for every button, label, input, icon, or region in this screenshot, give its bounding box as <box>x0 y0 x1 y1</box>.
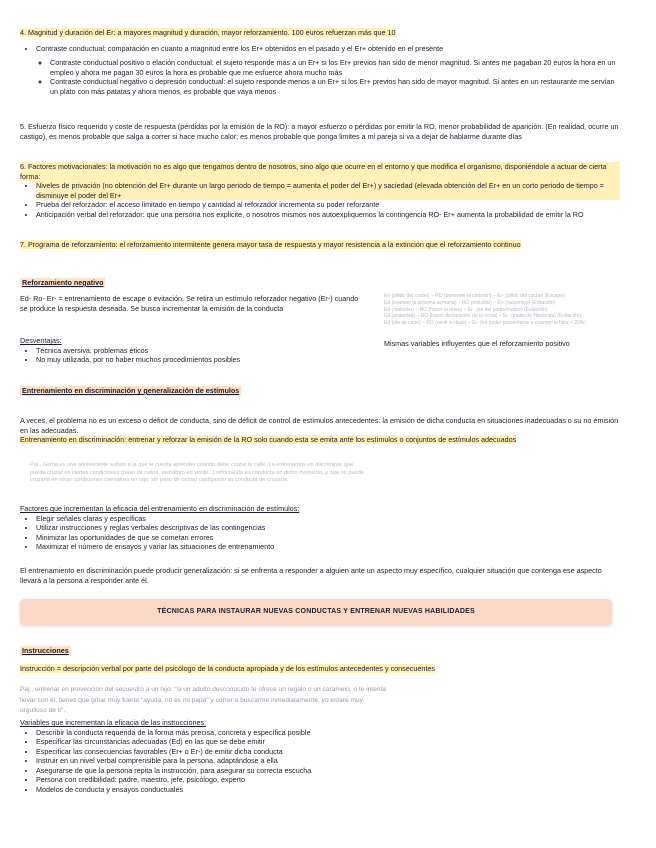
disc-p2: Entrenamiento en discriminación: entrenar y reforzar la emisión de la RO solo cuando esta se emita ante los estímulos o conjuntos de estímulos adecuados <box>20 435 517 444</box>
contraste-positivo: ◦ Contraste conductual positivo o elación conductual: el sujeto responde más a un Er+ si los Er+ previos han sido de menor magnitud. Si antes me pagaban 20 euros la hora en un empleo y ahora me pagan 30 euros la hora es probable que me esfuerce ahora mucho más <box>50 58 620 77</box>
disc-p3: El entrenamiento en discriminación puede producir generalización: si se enfrenta a responder a alguien ante un aspecto muy específico, cualquier situación que contenga ese aspecto llevará a la persona a responder ante él. <box>20 566 602 585</box>
reforzamiento-negativo-def: Ed- Ro- Er- = entrenamiento de escape o evitación. Se retira un estímulo reforzador negativo (Er-) cuando se produce la respuesta deseada. Se busca incrementar la emisión de la conducta <box>20 294 359 313</box>
section-5 <box>20 122 620 141</box>
mismas-variables: Mismas variables influyentes que el reforzamiento positivo <box>384 339 570 348</box>
var-4: • Instruir en un nivel verbal comprensible para la persona, adaptándose a ella <box>36 756 620 766</box>
s6-item-prueba: • Prueba del reforzador: el acceso limitado en tiempo y cantidad al reforzador incrementa su poder reforzante <box>36 200 620 210</box>
s6-item-privacion: • Niveles de privación (no obtención del Er+ durante un largo periodo de tiempo = aumenta el poder del Er+) y saciedad (elevada obtención del Er+ en un corto periodo de tiempo = disminuye el poder del Er+ <box>36 181 620 200</box>
var-5: • Asegurarse de que la persona repita la instrucción, para asegurar su correcta escucha <box>36 766 620 776</box>
example-5: Ed (ola de calor) – RO (venir a clase) – Er- (no poder presentarse a examen si falta + 20%) <box>384 320 586 326</box>
example-4: Ed (ansiedad) – RO (hacer declaración de la renta) – Er- (multa de Hacienda) (Evitación) <box>384 313 582 320</box>
desventaja-2: • No muy utilizada, por no haber muchos procedimientos posibles <box>36 355 365 365</box>
section-banner <box>20 599 612 625</box>
var-2: • Especificar las circunstancias adecuadas (Ed) en las que se debe emitir <box>36 737 620 747</box>
examples-list <box>384 293 634 327</box>
disc-factors-title: Factores que incrementan la eficacia del entrenamiento en discriminación de estímulos: <box>20 504 300 513</box>
contraste-negativo: ◦ Contraste conductual negativo o depresión conductual: el sujeto responde menos a un Er+ si los Er+ previos han sido de mayor magnitud. Si antes en un restaurante me servían un plato con más patatas y ahora menos, es probable que vaya menos <box>50 77 620 96</box>
section-6-title: 6. Factores motivacionales: la motivación no es algo que tengamos dentro de nosotros, sino algo que ocurre en el entorno y que modifica el organismo, disponiéndole a actuar de cierta forma: <box>20 162 620 181</box>
section-4 <box>20 28 620 96</box>
var-3: • Especificar las consecuencias favorables (Er+ o Er-) de emitir dicha conducta <box>36 747 620 757</box>
factor-3: • Minimizar las oportunidades de que se cometan errores <box>36 533 620 543</box>
discriminacion-body <box>20 416 620 445</box>
section-7-text: 7. Programa de reforzamiento: el reforzamiento intermitente genera mayor tasa de respuesta y mayor resistencia a la extinción que el reforzamiento continuo <box>20 240 521 249</box>
banner-title: TÉCNICAS PARA INSTAURAR NUEVAS CONDUCTAS Y ENTRENAR NUEVAS HABILIDADES <box>157 608 475 616</box>
section-7 <box>20 240 620 250</box>
instrucciones-heading: Instrucciones <box>22 646 69 655</box>
section-4-title: 4. Magnitud y duración del Er: a mayores magnitud y duración, mayor reforzamiento. 100 euros refuerzan más que 10 <box>20 28 396 37</box>
example-2: Ed (examen la próxima semana) – RO (estudiar) – Er- (suspenso) (Evitación) <box>384 299 556 306</box>
instr-example: Paj., entrenar en prevención del secuestro a un hijo: "si un adulto desconocido te ofrece un regalo o un caramelo, o te intenta llevar con él, tienes que gritar muy fuerte "ayuda, no es mi papá" y correr a buscarme inmediatamente, yo estaré muy orgulloso de ti". <box>20 686 386 715</box>
desventajas <box>20 336 365 365</box>
var-1: • Describir la conducta requerida de la forma más precisa, concreta y específica posible <box>36 728 620 738</box>
discriminacion-heading: Entrenamiento en discriminación y generalización de estímulos <box>22 386 240 395</box>
example-3: Ed (malestar) – RO (hacer la tarea) – Er- (ira del padre/madre) (Evitación) <box>384 306 548 313</box>
factor-4: • Maximizar el número de ensayos y variar las situaciones de entrenamiento <box>36 542 620 552</box>
section-6 <box>20 162 620 219</box>
section-5-text: 5. Esfuerzo físico requerido y coste de respuesta (pérdidas por la emisión de la RO): a mayor esfuerzo o pérdidas por emitir la RO, menor probabilidad de aparición. (En realidad, ocurre un castigo), es menos probable que salga a correr si hace mucho calor; es menos probable que ponga limites a mi pareja si va a dejar de hablarme durante días <box>20 122 619 141</box>
disc-p1: A veces, el problema no es un exceso o déficit de conducta, sino de déficit de control de estímulos antecedentes: la emisión de dicha conducta en situaciones inadecuadas o su no emisión en las adecuadas. <box>20 416 619 435</box>
reforzamiento-negativo-heading: Reforzamiento negativo <box>22 278 104 287</box>
disc-factors <box>20 504 620 552</box>
var-7: • Modelos de conducta y ensayos conductuales <box>36 785 620 795</box>
factor-2: • Utilizar instrucciones y reglas verbales descriptivas de las contingencias <box>36 523 620 533</box>
instr-vars <box>20 718 620 794</box>
instr-vars-title: Variables que incrementan la eficacia de las instrucciones: <box>20 718 207 727</box>
s6-item-anticipacion: • Anticipación verbal del reforzador: que una persona nos explicite, o nosotros mismos nos autoexpliquemos la contingencia RO- Er+ aumenta la probabilidad de emitir la RO <box>36 210 620 220</box>
desventaja-1: • Técnica aversiva, problemas éticos <box>36 346 365 356</box>
instrucciones-def: Instrucción = descripción verbal por parte del psicólogo de la conducta apropiada y de los estímulos antecedentes y consecuentes <box>20 664 435 673</box>
example-1: En (pitido del coche) – RO (ponerme el cinturón) – Er- (pitido del coche) (Escape) <box>384 293 565 299</box>
factor-1: • Elegir señales claras y específicas <box>36 514 620 524</box>
contraste-item: • Contraste conductual: comparación en cuanto a magnitud entre los Er+ obtenidos en el pasado y el Er+ obtenido en el presente ◦ Contraste conductual positivo o elación conductual: el sujeto responde más a un Er+ si los Er+ previos han sido de menor magnitud. Si antes me pagaban 20 euros la hora en un empleo y ahora me pagan 30 euros la hora es probable que me esfuerce ahora mucho más ◦ Contraste conductual negativo o depresión conductual: el sujeto responde menos a un Er+ si los Er+ previos han sido de mayor magnitud. Si antes en un restaurante me servían un plato con más patatas y ahora menos, es probable que vaya menos <box>36 44 620 97</box>
desventajas-title: Desventajas: <box>20 336 62 345</box>
var-6: • Persona con credibilidad: padre, maestro, jefe, psicólogo, experto <box>36 775 620 785</box>
disc-example: Paj., Gema es una adolescente autista a la que le cuesta aprender cuándo debe cruzar la calle. La entrenamos en discriminar que puede cruzar en ciertas condiciones (paso de cebra, semáforo en verde...) reforzando su conducta en dicho momento, y que no puede cruzarla en otras condiciones (semáforo en rojo, sin paso de cebra) castigando su conducta de cruzarla. <box>30 462 364 484</box>
